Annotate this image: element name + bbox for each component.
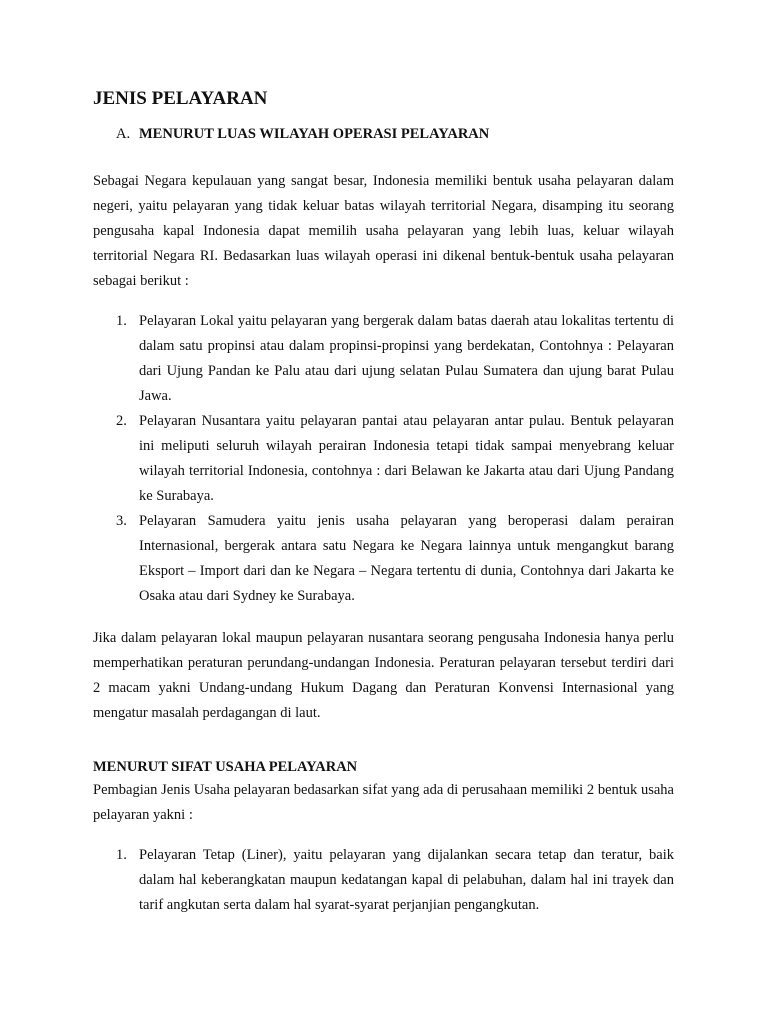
section-2-intro-paragraph: Pembagian Jenis Usaha pelayaran bedasarkan sifat yang ada di perusahaan memiliki 2 bentuk usaha pelayaran yakni :	[93, 782, 674, 823]
document-page	[93, 86, 674, 918]
document-title: JENIS PELAYARAN	[93, 88, 268, 109]
list-item	[93, 409, 674, 509]
list-item-text: Pelayaran Lokal yaitu pelayaran yang bergerak dalam batas daerah atau lokalitas tertentu di dalam satu propinsi atau dalam propinsi-propinsi yang berdekatan, Contohnya : Pelayaran dari Ujung Pandan ke Palu atau dari ujung selatan Pulau Sumatera dan ujung barat Pulau Jawa.	[139, 313, 674, 404]
regulation-paragraph: Jika dalam pelayaran lokal maupun pelayaran nusantara seorang pengusaha Indonesia hanya perlu memperhatikan peraturan perundang-undangan Indonesia. Peraturan pelayaran tersebut terdiri dari 2 macam yakni Undang-undang Hukum Dagang dan Peraturan Konvensi Internasional yang mengatur masalah perdagangan di laut.	[93, 630, 674, 721]
business-nature-list	[93, 843, 674, 918]
list-item	[93, 509, 674, 609]
section-a-heading	[116, 124, 674, 144]
list-item-text: Pelayaran Tetap (Liner), yaitu pelayaran yang dijalankan secara tetap dan teratur, baik dalam hal keberangkatan maupun kedatangan kapal di pelabuhan, dalam hal ini trayek dan tarif angkutan serta dalam hal syarat-syarat perjanjian pengangkutan.	[139, 847, 674, 913]
section-a-heading-text: MENURUT LUAS WILAYAH OPERASI PELAYARAN	[139, 126, 490, 142]
list-item-number: 3.	[116, 513, 127, 529]
section-2-heading: MENURUT SIFAT USAHA PELAYARAN	[93, 759, 358, 775]
list-item-text: Pelayaran Samudera yaitu jenis usaha pelayaran yang beroperasi dalam perairan Internasional, bergerak antara satu Negara ke Negara lainnya untuk mengangkut barang Eksport – Import dari dan ke Negara – Negara tertentu di dunia, Contohnya dari Jakarta ke Osaka atau dari Sydney ke Surabaya.	[139, 513, 674, 604]
intro-paragraph: Sebagai Negara kepulauan yang sangat besar, Indonesia memiliki bentuk usaha pelayaran dalam negeri, yaitu pelayaran yang tidak keluar batas wilayah territorial Negara, disamping itu seorang pengusaha kapal Indonesia dapat memilih usaha pelayaran yang lebih luas, keluar wilayah territorial Negara RI. Bedasarkan luas wilayah operasi ini dikenal bentuk-bentuk usaha pelayaran sebagai berikut :	[93, 173, 674, 289]
list-item-number: 1.	[116, 313, 127, 329]
section-a-marker: A.	[116, 126, 131, 142]
list-item-number: 2.	[116, 413, 127, 429]
list-item	[93, 309, 674, 409]
list-item-text: Pelayaran Nusantara yaitu pelayaran pantai atau pelayaran antar pulau. Bentuk pelayaran ini meliputi seluruh wilayah perairan Indonesia tetapi tidak sampai menyebrang keluar wilayah territorial Indonesia, contohnya : dari Belawan ke Jakarta atau dari Ujung Pandang ke Surabaya.	[139, 413, 674, 504]
list-item-number: 1.	[116, 847, 127, 863]
list-item	[93, 843, 674, 918]
operation-area-list	[93, 309, 674, 609]
